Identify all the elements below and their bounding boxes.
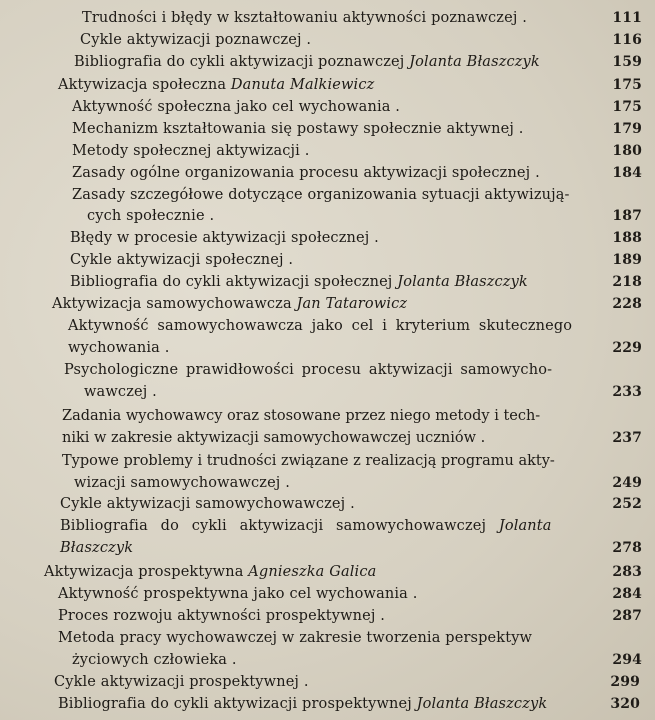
entry-title: Cykle aktywizacji poznawczej .: [80, 32, 312, 48]
page-number: 180: [612, 143, 642, 159]
page-number: 159: [612, 54, 642, 70]
entry-title: Cykle aktywizacji społecznej .: [70, 252, 294, 268]
entry-title-continued: cych społecznie .: [87, 208, 215, 224]
entry-title: Aktywizacja społeczna: [58, 77, 227, 93]
page-number: 229: [612, 340, 642, 356]
page-number: 278: [612, 540, 642, 556]
entry-title: Zadania wychowawcy oraz stosowane przez niego metody i tech-: [62, 408, 541, 424]
entry-title: Zasady szczegółowe dotyczące organizowania sytuacji aktywizują-: [72, 187, 570, 203]
entry-title: Metoda pracy wychowawczej w zakresie tworzenia perspektyw: [58, 630, 533, 646]
entry-author: Agnieszka Galica: [248, 564, 377, 580]
page-number: 228: [612, 296, 642, 312]
page-number: 188: [612, 230, 642, 246]
page-number: 237: [612, 430, 642, 446]
entry-title: Trudności i błędy w kształtowaniu aktywności poznawczej .: [82, 10, 527, 26]
entry-author: Jolanta Błaszczyk: [397, 274, 528, 290]
page-number: 175: [612, 77, 642, 93]
entry-title: Typowe problemy i trudności związane z realizacją programu akty-: [62, 453, 555, 469]
entry-title-continued: wizacji samowychowawczej .: [74, 475, 290, 491]
entry-title: Bibliografia do cykli aktywizacji samowychowawczej: [60, 518, 487, 534]
entry-author: Jolanta Błaszczyk: [409, 54, 540, 70]
page-number: 175: [612, 99, 642, 115]
entry-title: Bibliografia do cykli aktywizacji społecznej: [70, 274, 393, 290]
page-number: 233: [612, 384, 642, 400]
toc-entry: [54, 672, 642, 692]
entry-author: Jan Tatarowicz: [296, 296, 408, 312]
entry-title: Zasady ogólne organizowania procesu aktywizacji społecznej .: [72, 165, 540, 181]
entry-title: Proces rozwoju aktywności prospektywnej .: [58, 608, 386, 624]
entry-title: Cykle aktywizacji prospektywnej .: [54, 674, 309, 690]
page-number: 299: [610, 674, 640, 690]
entry-author-continued: Błaszczyk: [60, 540, 134, 556]
page-number: 252: [612, 496, 642, 512]
page-number: 218: [612, 274, 642, 290]
entry-title: Bibliografia do cykli aktywizacji poznawczej: [74, 54, 405, 70]
entry-title: Aktywizacja prospektywna: [44, 564, 244, 580]
entry-title: Aktywność samowychowawcza jako cel i kryterium skutecznego: [68, 318, 573, 334]
entry-title: Aktywność społeczna jako cel wychowania .: [72, 99, 401, 115]
page-number: 283: [612, 564, 642, 580]
page-number: 284: [612, 586, 642, 602]
page-number: 116: [612, 32, 642, 48]
entry-author: Jolanta: [498, 518, 552, 534]
entry-title: Aktywizacja samowychowawcza: [52, 296, 292, 312]
page-number: 184: [612, 165, 642, 181]
entry-title: Aktywność prospektywna jako cel wychowania .: [58, 586, 418, 602]
entry-title-continued: życiowych człowieka .: [72, 652, 237, 668]
page-number: 111: [612, 10, 642, 26]
page-number: 179: [612, 121, 642, 137]
page-number: 287: [612, 608, 642, 624]
page-number: 187: [612, 208, 642, 224]
page-number: 294: [612, 652, 642, 668]
entry-title: Psychologiczne prawidłowości procesu aktywizacji samowycho-: [64, 362, 553, 378]
entry-title-continued: wawczej .: [84, 384, 157, 400]
entry-title: Mechanizm kształtowania się postawy społecznie aktywnej .: [72, 121, 524, 137]
entry-title: Błędy w procesie aktywizacji społecznej .: [70, 230, 379, 246]
entry-title-continued: wychowania .: [68, 340, 170, 356]
entry-title-continued: niki w zakresie aktywizacji samowychowawczej uczniów .: [62, 430, 486, 446]
page-number: 189: [612, 252, 642, 268]
page-number: 249: [612, 475, 642, 491]
entry-title: Metody społecznej aktywizacji .: [72, 143, 310, 159]
entry-title: Cykle aktywizacji samowychowawczej .: [60, 496, 355, 512]
entry-title: Bibliografia do cykli aktywizacji prospektywnej: [58, 696, 412, 712]
page-number: 320: [610, 696, 640, 712]
entry-author: Jolanta Błaszczyk: [416, 696, 548, 712]
toc-entry: [58, 694, 642, 714]
entry-author: Danuta Malkiewicz: [230, 77, 375, 93]
